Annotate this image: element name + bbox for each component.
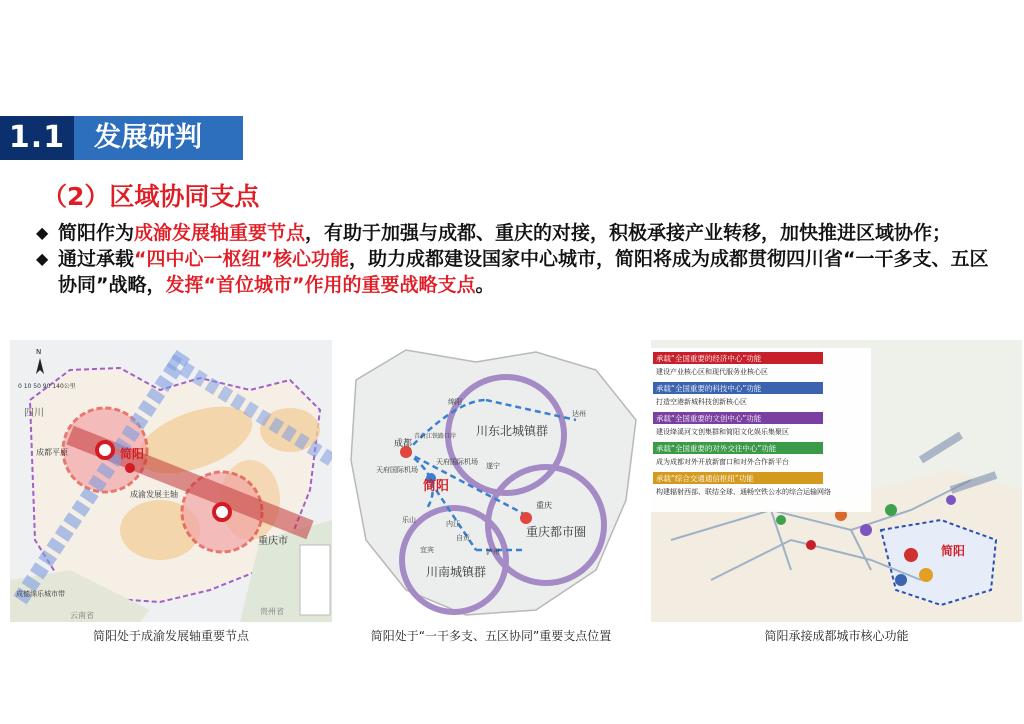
map-chengyu-axis — [10, 340, 332, 622]
map-label-suining: 遂宁 — [486, 462, 500, 470]
svg-text:N: N — [36, 348, 42, 356]
map-label-zigong: 自贡 — [456, 534, 470, 542]
diamond-bullet-icon: ◆ — [36, 223, 49, 242]
legend-title-4: 承载“全国重要的对外交往中心”功能 — [656, 444, 777, 453]
map-label-sichuan: 四川 — [24, 408, 44, 419]
map-label-yunnan: 云南省 — [70, 611, 94, 620]
section-header — [0, 116, 243, 160]
bullet-item — [36, 246, 1004, 298]
bullet-text: 通过承载 — [58, 248, 135, 270]
legend-title-3: 承载“全国重要的文创中心”功能 — [656, 414, 762, 423]
bullet-item — [36, 220, 1004, 246]
bullet-highlight: 发挥“首位城市”作用的重要战略支点 — [165, 274, 476, 296]
map-label-chongqing: 重庆市 — [258, 536, 288, 547]
map-label-axis: 成渝发展主轴 — [130, 490, 178, 499]
map-scale: 0 10 50 90 140公里 — [18, 383, 76, 390]
legend-item-2: 打造空港新城科技创新核心区 — [656, 398, 747, 406]
map-core-functions — [651, 340, 1022, 622]
map-legend-box — [300, 545, 330, 615]
map-label-jianyang: 简阳 — [423, 479, 450, 494]
legend-item-3: 建设绛溪河文创集群和简阳文化娱乐集聚区 — [656, 428, 789, 436]
map-label-jianyang: 简阳 — [120, 447, 145, 461]
bullet-text: 简阳作为 — [58, 222, 135, 244]
bullet-text: ，助力成都建设国家中心城市，简阳将成为成都贯彻四川省“一干多支、五区协同”战略， — [58, 248, 989, 296]
diamond-bullet-icon: ◆ — [36, 249, 49, 268]
subtitle: （2）区域协同支点 — [42, 182, 260, 211]
legend-item-1: 建设产业核心区和现代服务业核心区 — [656, 368, 768, 376]
map-label-jianyang: 简阳 — [941, 544, 966, 558]
map-label-luzhou: 泸州 — [486, 548, 500, 556]
map-five-regions — [336, 340, 646, 622]
legend-title-1: 承载“全国重要的经济中心”功能 — [656, 354, 762, 363]
map-label-chengdu: 成都 — [394, 439, 413, 449]
group-label-south: 川南城镇群 — [426, 565, 487, 579]
caption-middle: 简阳处于“一干多支、五区协同”重要支点位置 — [370, 629, 612, 643]
legend-title-5: 承载“综合交通通信枢纽”功能 — [656, 474, 754, 483]
map-label-bottom-left: 成德绵乐城市带 — [16, 590, 65, 598]
map-label-chengdu-plain: 成都平原 — [36, 448, 68, 457]
function-legend — [651, 348, 871, 512]
map-label-qingbaijiang: 青白江铁路口岸 — [414, 433, 457, 440]
legend-title-2: 承载“全国重要的科技中心”功能 — [656, 384, 762, 393]
map-label-neijiang: 内江 — [446, 520, 460, 528]
caption-right: 简阳承接成都城市核心功能 — [764, 629, 909, 643]
map-label-airport-2: 天府国际机场 — [436, 458, 478, 466]
bullet-highlight: “四中心一枢纽”核心功能 — [134, 248, 349, 270]
map-label-mianyang: 绵阳 — [448, 398, 462, 406]
map-label-yibin: 宜宾 — [420, 546, 434, 554]
map-label-chongqing: 重庆 — [536, 501, 552, 510]
group-label-chongqing-metro: 重庆都市圈 — [526, 525, 587, 539]
legend-item-5: 构建辐射西部、联结全球、通畅空铁公水的综合运输网络 — [656, 488, 831, 496]
map-label-dazhou: 达州 — [572, 410, 586, 418]
bullet-text: 。 — [475, 274, 495, 296]
map-label-airport-1: 天府国际机场 — [376, 466, 418, 474]
map-label-guizhou: 贵州省 — [260, 607, 284, 616]
caption-left: 简阳处于成渝发展轴重要节点 — [92, 629, 249, 643]
bullet-highlight: 成渝发展轴重要节点 — [134, 222, 306, 244]
section-title: 发展研判 — [74, 116, 243, 160]
section-number: 1.1 — [0, 116, 74, 160]
bullet-list — [36, 220, 1004, 298]
legend-item-4: 成为成都对外开放新窗口和对外合作新平台 — [656, 458, 789, 466]
bullet-text: ，有助于加强与成都、重庆的对接，积极承接产业转移，加快推进区域协作； — [305, 222, 952, 244]
map-label-leshan: 乐山 — [402, 516, 416, 524]
group-label-north: 川东北城镇群 — [476, 424, 549, 438]
